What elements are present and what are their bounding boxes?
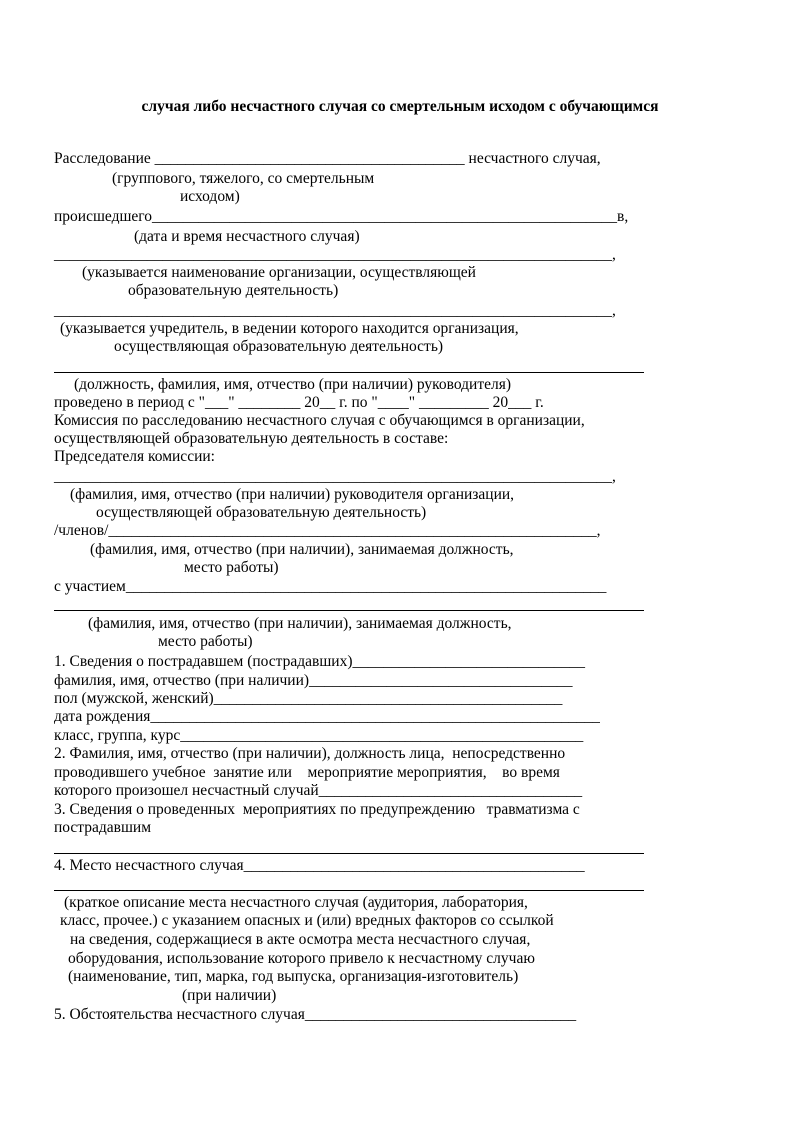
caption-place-description: (краткое описание места несчастного случая (аудитория, лаборатория, <box>64 894 528 911</box>
circumstances-line: 5. Обстоятельства несчастного случая___________________________________ <box>54 1006 577 1023</box>
investigation-line: Расследование ________________________________________ несчастного случая, <box>54 150 601 167</box>
chairman-blank-line: ________________________________________________________________________, <box>54 468 616 485</box>
caption-head: (должность, фамилия, имя, отчество (при наличии) руководителя) <box>74 376 512 393</box>
commission-line: Комиссия по расследованию несчастного случая с обучающимся в организации, <box>54 412 585 429</box>
caption-place-description-3: на сведения, содержащиеся в акте осмотра места несчастного случая, <box>70 931 531 948</box>
caption-members: (фамилия, имя, отчество (при наличии), занимаемая должность, <box>90 541 514 558</box>
caption-place-description-6: (при наличии) <box>182 987 277 1004</box>
caption-founder-cont: осуществляющая образовательную деятельность) <box>114 338 444 355</box>
caption-chairman-cont: осуществляющей образовательную деятельность) <box>96 504 427 521</box>
prevention-blank-rule <box>54 853 644 854</box>
commission-line-cont: осуществляющей образовательную деятельность в составе: <box>54 430 449 447</box>
caption-place-description-2: класс, прочее.) с указанием опасных и (или) вредных факторов со ссылкой <box>60 912 554 929</box>
caption-founder: (указывается учредитель, в ведении которого находится организация, <box>60 320 519 337</box>
victim-birthdate-line: дата рождения__________________________________________________________ <box>54 708 600 725</box>
victim-sex-line: пол (мужской, женский)_____________________________________________ <box>54 690 563 707</box>
caption-accident-type: (группового, тяжелого, со смертельным <box>112 170 375 187</box>
accident-place-line: 4. Место несчастного случая____________________________________________ <box>54 857 585 874</box>
participation-blank-rule <box>54 610 644 611</box>
period-line: проведено в период с "___" ________ 20__ г. по "____" _________ 20___ г. <box>54 394 544 411</box>
founder-blank-line: ________________________________________________________________________, <box>54 302 616 319</box>
responsible-person-line: 2. Фамилия, имя, отчество (при наличии), должность лица, непосредственно <box>54 745 566 762</box>
occurred-line: происшедшего____________________________________________________________в, <box>54 208 629 225</box>
organization-blank-line: ________________________________________________________________________, <box>54 246 616 263</box>
participation-line: с участием______________________________________________________________ <box>54 578 607 595</box>
caption-members-cont: место работы) <box>184 559 279 576</box>
chairman-label: Председателя комиссии: <box>54 448 215 465</box>
responsible-person-line-2: проводившего учебное занятие или мероприятие мероприятия, во время <box>54 764 560 781</box>
caption-chairman: (фамилия, имя, отчество (при наличии) руководителя организации, <box>70 486 515 503</box>
responsible-person-line-3: которого произошел несчастный случай__________________________________ <box>54 782 583 799</box>
victim-name-line: фамилия, имя, отчество (при наличии)__________________________________ <box>54 672 573 689</box>
caption-organization-cont: образовательную деятельность) <box>128 282 339 299</box>
caption-participants-cont: место работы) <box>158 633 253 650</box>
accident-place-blank-rule <box>54 890 644 891</box>
caption-participants: (фамилия, имя, отчество (при наличии), занимаемая должность, <box>88 615 512 632</box>
head-blank-rule <box>54 372 644 373</box>
caption-date-time: (дата и время несчастного случая) <box>134 228 360 245</box>
victim-info-line: 1. Сведения о пострадавшем (пострадавших)______________________________ <box>54 653 586 670</box>
caption-organization: (указывается наименование организации, осуществляющей <box>82 264 476 281</box>
caption-place-description-5: (наименование, тип, марка, год выпуска, организация-изготовитель) <box>68 968 519 985</box>
victim-class-line: класс, группа, курс____________________________________________________ <box>54 727 584 744</box>
prevention-measures-line: 3. Сведения о проведенных мероприятиях по предупреждению травматизма с <box>54 801 580 818</box>
members-line: /членов/_______________________________________________________________, <box>54 522 601 539</box>
prevention-measures-line-2: пострадавшим <box>54 819 152 836</box>
caption-accident-type-cont: исходом) <box>180 188 240 205</box>
document-title: случая либо несчастного случая со смертельным исходом с обучающимся <box>141 98 659 115</box>
caption-place-description-4: оборудования, использование которого привело к несчастному случаю <box>68 950 535 967</box>
